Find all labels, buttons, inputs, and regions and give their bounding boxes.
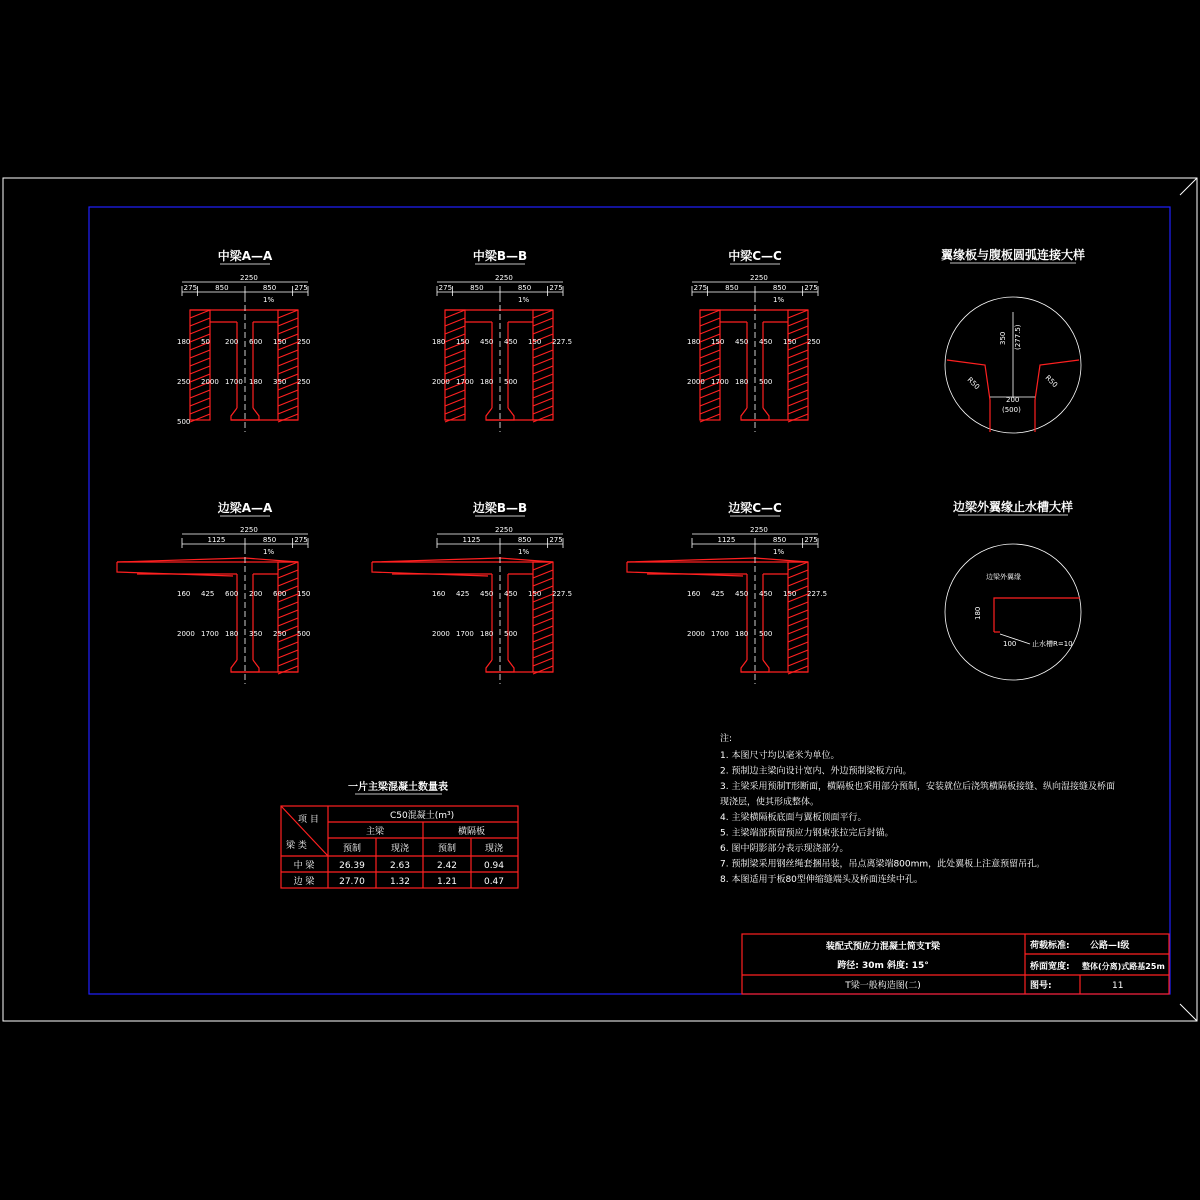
outer-frame	[3, 178, 1197, 1021]
section-dim-label: 180	[249, 378, 263, 386]
section-top-dim: 850	[262, 536, 277, 544]
section-2	[432, 248, 572, 432]
figure-number-label: 图号:	[1030, 981, 1052, 991]
note-item: 现浇层，使其形成整体。	[720, 797, 820, 808]
section-top-dim: 1125	[207, 536, 226, 544]
section-dim-label: 150	[456, 338, 470, 346]
section-total-width: 2250	[495, 274, 513, 282]
section-3	[687, 248, 820, 432]
detail1-label: 200	[1006, 396, 1020, 404]
section-top-dim: 275	[438, 284, 453, 292]
section-dim-label: 450	[504, 338, 518, 346]
section-5	[372, 500, 572, 684]
section-dim-label: 227.5	[552, 338, 573, 346]
notes-block	[720, 732, 1115, 885]
table-cell: 0.94	[483, 861, 505, 871]
section-dim-label: 180	[432, 338, 446, 346]
title-block	[742, 934, 1169, 994]
load-standard-label: 荷载标准:	[1030, 941, 1070, 951]
note-item: 5. 主梁端部预留预应力钢束张拉完后封锚。	[720, 828, 894, 839]
section-dim-label: 425	[201, 590, 215, 598]
section-dim-label: 160	[687, 590, 701, 598]
detail2-title: 边梁外翼缘止水槽大样	[952, 500, 1074, 514]
section-dim-label: 250	[177, 378, 191, 386]
detail1-label: (500)	[1002, 406, 1021, 414]
section-dim-label: 180	[735, 630, 749, 638]
section-dim-label: 180	[735, 378, 749, 386]
table-sub-main: 主梁	[366, 827, 385, 837]
section-dim-label: 1700	[201, 630, 219, 638]
section-dim-label: 200	[225, 338, 239, 346]
section-slope: 1%	[773, 296, 785, 304]
deck-width-value: 整体(分离)式路基25m	[1082, 962, 1165, 971]
section-dim-label: 180	[687, 338, 701, 346]
section-dim-label: 450	[735, 338, 749, 346]
section-dim-label: 180	[480, 378, 494, 386]
section-dim-label: 1700	[225, 378, 243, 386]
outer-frame-corner	[1180, 178, 1197, 195]
section-dim-label: 227.5	[807, 590, 828, 598]
table-sub-diaphragm: 横隔板	[458, 827, 486, 837]
section-dim-label: 180	[225, 630, 239, 638]
section-dim-label: 350	[249, 630, 263, 638]
section-top-dim: 275	[294, 284, 308, 292]
section-dim-label: 180	[177, 338, 191, 346]
inner-frame	[89, 207, 1170, 994]
title-line3: T梁一般构造图(二)	[845, 981, 921, 991]
section-dim-label: 160	[432, 590, 446, 598]
detail1-label: R50	[1043, 373, 1059, 390]
section-dim-label: 160	[177, 590, 191, 598]
section-top-dim: 275	[804, 284, 818, 292]
table-cell: 0.47	[483, 877, 505, 887]
section-title: 中梁B—B	[472, 249, 528, 263]
section-slope: 1%	[263, 548, 275, 556]
section-dim-label: 450	[480, 590, 494, 598]
detail2-label: 止水槽R=10	[1032, 640, 1073, 648]
table-cell: 1.21	[436, 877, 458, 887]
table-col-header: 预制	[342, 844, 362, 854]
section-dim-label: 500	[759, 378, 773, 386]
section-dim-label: 500	[297, 630, 311, 638]
title-line2: 跨径: 30m 斜度: 15°	[837, 961, 929, 971]
section-total-width: 2250	[240, 526, 258, 534]
table-header-c50: C50混凝土(m³)	[390, 811, 455, 821]
section-1	[177, 248, 310, 432]
section-dim-label: 425	[711, 590, 725, 598]
table-cell: 2.63	[389, 861, 411, 871]
section-dim-label: 600	[225, 590, 239, 598]
section-dim-label: 150	[528, 338, 542, 346]
section-title: 边梁A—A	[217, 501, 273, 515]
section-top-dim: 275	[549, 536, 563, 544]
section-dim-label: 250	[273, 630, 287, 638]
section-dim-label: 2000	[432, 378, 450, 386]
section-dim-label: 150	[273, 338, 287, 346]
section-dim-label: 500	[759, 630, 773, 638]
note-item: 4. 主梁横隔板底面与翼板顶面平行。	[720, 813, 867, 823]
section-4	[117, 500, 310, 684]
section-top-dim: 275	[693, 284, 708, 292]
section-dim-label: 450	[759, 338, 773, 346]
section-dim-label: 500	[504, 378, 518, 386]
note-item: 7. 预制梁采用钢丝绳套捆吊装，吊点离梁端800mm，此处翼板上注意预留吊孔。	[720, 859, 1046, 870]
section-dim-label: 450	[480, 338, 494, 346]
section-dim-label: 2000	[687, 630, 705, 638]
note-item: 2. 预制边主梁向设计宽内、外边预制梁板方向。	[720, 766, 912, 777]
section-top-dim: 850	[517, 536, 532, 544]
section-dim-label: 2000	[201, 378, 219, 386]
concrete-quantity-table	[281, 780, 518, 888]
section-dim-label: 500	[504, 630, 518, 638]
detail2-label: 边梁外翼缘	[986, 573, 1021, 581]
section-dim-label: 250	[807, 338, 821, 346]
section-top-dim: 275	[549, 284, 563, 292]
detail2-label: 180	[974, 606, 982, 620]
section-top-dim: 275	[183, 284, 198, 292]
section-title: 边梁B—B	[472, 501, 528, 515]
section-dim-label: 250	[297, 338, 311, 346]
table-col-header: 预制	[437, 844, 457, 854]
detail1-label: R50	[965, 375, 981, 392]
section-dim-label: 250	[297, 378, 311, 386]
section-dim-label: 1700	[711, 630, 729, 638]
section-total-width: 2250	[750, 274, 768, 282]
section-slope: 1%	[518, 548, 530, 556]
detail1-label: (277.5)	[1014, 324, 1022, 350]
table-col-header: 现浇	[390, 844, 410, 854]
section-dim-label: 600	[249, 338, 263, 346]
detail2-label: 100	[1003, 640, 1017, 648]
section-dim-label: 2000	[432, 630, 450, 638]
section-title: 中梁C—C	[728, 249, 782, 263]
section-dim-label: 450	[504, 590, 518, 598]
section-dim-label: 1700	[456, 630, 474, 638]
note-item: 3. 主梁采用预制T形断面，横隔板也采用部分预制，安装就位后浇筑横隔板接缝、纵向湿接缝及桥面	[720, 782, 1115, 792]
section-top-dim: 850	[772, 536, 787, 544]
notes-heading: 注:	[720, 734, 733, 744]
section-dim-label: 2000	[177, 630, 195, 638]
section-dim-label: 425	[456, 590, 470, 598]
section-slope: 1%	[518, 296, 530, 304]
section-top-dim: 850	[517, 284, 532, 292]
table-cell: 2.42	[436, 861, 458, 871]
table-cell: 26.39	[339, 861, 365, 871]
outer-frame-corner	[1180, 1004, 1197, 1021]
section-dim-label: 450	[735, 590, 749, 598]
section-dim-label: 150	[783, 338, 797, 346]
section-dim-label: 450	[759, 590, 773, 598]
section-top-dim: 850	[262, 284, 277, 292]
section-title: 边梁C—C	[728, 501, 782, 515]
section-top-dim: 850	[215, 284, 229, 292]
section-top-dim: 850	[470, 284, 484, 292]
table-row-name: 边 梁	[293, 877, 315, 887]
section-top-dim: 1125	[717, 536, 736, 544]
section-total-width: 2250	[750, 526, 768, 534]
section-dim-label: 350	[273, 378, 287, 386]
section-top-dim: 850	[725, 284, 739, 292]
section-6	[627, 500, 827, 684]
table-title: 一片主梁混凝土数量表	[348, 782, 448, 793]
table-row-name: 中 梁	[293, 861, 315, 871]
section-total-width: 2250	[495, 526, 513, 534]
table-header-item: 项 目	[298, 815, 319, 825]
title-line1: 装配式预应力混凝土简支T梁	[825, 942, 941, 952]
note-item: 1. 本图尺寸均以毫米为单位。	[720, 751, 840, 761]
table-cell: 1.32	[389, 877, 411, 887]
section-dim-label: 150	[783, 590, 797, 598]
section-dim-label: 150	[297, 590, 311, 598]
table-col-header: 现浇	[484, 844, 504, 854]
section-dim-label: 227.5	[552, 590, 573, 598]
section-slope: 1%	[773, 548, 785, 556]
figure-number-value: 11	[1112, 981, 1124, 991]
section-dim-label: 150	[711, 338, 725, 346]
table-cell: 27.70	[339, 877, 365, 887]
section-dim-label: 1700	[711, 378, 729, 386]
section-dim-label: 600	[273, 590, 287, 598]
section-slope: 1%	[263, 296, 275, 304]
detail1-label: 350	[999, 331, 1007, 345]
section-title: 中梁A—A	[217, 249, 273, 263]
section-dim-label: 50	[201, 338, 210, 346]
section-top-dim: 275	[804, 536, 818, 544]
section-dim-label: 2000	[687, 378, 705, 386]
section-top-dim: 1125	[462, 536, 481, 544]
section-dim-label: 150	[528, 590, 542, 598]
section-total-width: 2250	[240, 274, 258, 282]
load-standard-value: 公路—I级	[1090, 941, 1130, 951]
note-item: 8. 本图适用于板80型伸缩缝端头及桥面连续中孔。	[720, 875, 923, 885]
deck-width-label: 桥面宽度:	[1030, 962, 1070, 972]
detail1-title: 翼缘板与腹板圆弧连接大样	[940, 248, 1086, 262]
section-dim-label: 500	[177, 418, 191, 426]
section-dim-label: 200	[249, 590, 263, 598]
table-header-type: 梁 类	[286, 841, 307, 851]
note-item: 6. 图中阴影部分表示现浇部分。	[720, 844, 849, 854]
detail-flange-web-fillet	[941, 247, 1085, 433]
detail-waterstop-groove	[945, 499, 1081, 680]
section-dim-label: 180	[480, 630, 494, 638]
section-dim-label: 1700	[456, 378, 474, 386]
section-top-dim: 850	[772, 284, 787, 292]
section-top-dim: 275	[294, 536, 308, 544]
